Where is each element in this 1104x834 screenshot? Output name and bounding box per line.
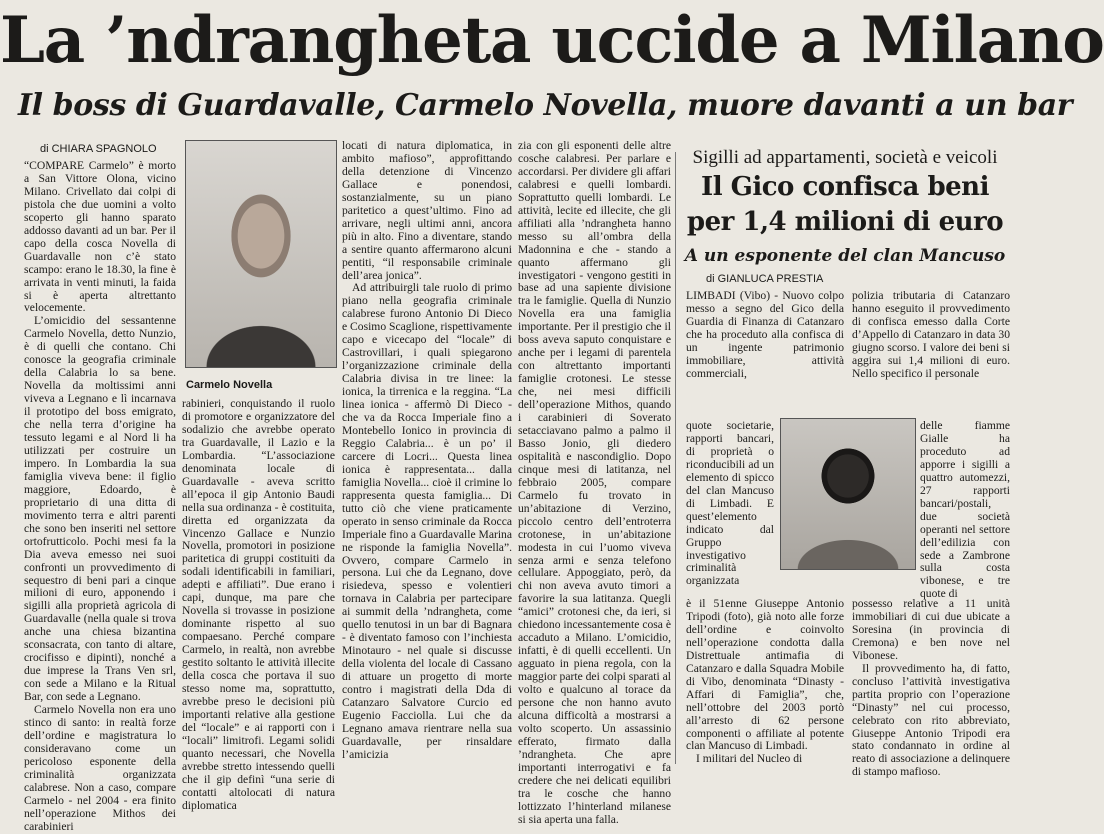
- side-kicker: Sigilli ad appartamenti, società e veicoli: [692, 147, 998, 168]
- side-column-1-narrow: [686, 420, 774, 598]
- side-headline: [677, 170, 1013, 240]
- paragraph: Il provvedimento ha, di fatto, concluso l’attività investigativa partita proprio con l’operazione “Dinasty” nel cui processo, celebrato con rito abbreviato, Giuseppe Antonio Tripodi era stato condannato in ordine al reato di associazione a delinquere di stampo mafioso.: [852, 661, 1010, 779]
- main-column-1: [24, 159, 176, 833]
- paragraph: quote societarie, rapporti bancari, di proprietà o riconducibili ad un elemento di spicco del clan Mancuso di Limbadi. E quest’elemento indicato dal Gruppo investigativo criminalità organizzata: [686, 419, 774, 588]
- paragraph: LIMBADI (Vibo) - Nuovo colpo messo a segno del Gico della Guardia di Finanza di Catanzaro che ha proceduto alla confisca di un ingente patrimonio immobiliare, attività commerciali,: [686, 289, 844, 380]
- paragraph: è il 51enne Giuseppe Antonio Tripodi (foto), già noto alle forze dell’ordine e coinvolto nell’operazione condotta dalla Distrettuale antimafia di Catanzaro e dalla Squadra Mobile di Vibo, denominata “Dinasty - Affari di Famiglia”, che, nell’ottobre del 2003 portò all’arresto di 62 persone componenti o affiliate al potente clan Mancuso di Limbadi.: [686, 597, 844, 753]
- side-headline-line-1: Il Gico confisca beni: [701, 172, 989, 202]
- column-divider: [675, 152, 676, 764]
- photo-caption: Carmelo Novella: [186, 379, 273, 391]
- main-deck: Il boss di Guardavalle, Carmelo Novella, muore davanti a un bar: [18, 88, 1073, 123]
- paragraph: possesso relative a 11 unità immobiliari di cui due ubicate a Soresina (in provincia di Cremona) e ben nove nel Vibonese.: [852, 597, 1010, 662]
- paragraph: polizia tributaria di Catanzaro hanno eseguito il provvedimento di confisca emesso dalla Corte d’Appello di Catanzaro in data 30 giugno scorso. I valore dei beni si aggira sui 1,4 milioni di euro. Nello specifico il personale: [852, 289, 1010, 380]
- paragraph: Ad attribuirgli tale ruolo di primo piano nella geografia criminale calabrese furono Antonio Di Dieco e Cosimo Scaglione, rispettivamente capo e vicecapo del “locale” di Castrovillari, i quali spiegarono l’organizzazione criminale della Calabria divisa in tre linee: la ionica, la tirrenica e la reggina. “La linea ionica - affermò Di Dieco - che va da Rocca Imperiale fino a Montebello Ionico in provincia di Reggio Calabria... è un po’ il carcere di Locri... Questa linea ionica è rappresentata... dalla famiglia Novella... cioè il crimine lo rappresenta questa famiglia... Di tutto ciò che viene praticamente operato in senso criminale da Rocca Imperiale fino a Guardavalle Marina ne risponde la famiglia Novella”. Ovvero, compare Carmelo in persona. Lui che da Legnano, dove risiedeva, spesso e volentieri tornava in Calabria per partecipare ai summit della ’ndrangheta, come quello tenutosi in un bar di Bagnara - è diventato famoso con l’inchiesta Minotauro - nel quale si discusse della violenta del locale di Cassano di attuare un progetto di morte contro i magistrati della Dda di Catanzaro Salvatore Curcio ed Eugenio Facciolla. Lui che da Legnano amava rientrare nella sua Guardavalle, per rinsaldare l’amicizia: [342, 281, 513, 761]
- main-column-3: [342, 140, 512, 766]
- paragraph: rabinieri, conquistando il ruolo di promotore e organizzatore del sodalizio che avrebbe operato tra Guardavalle, il Lazio e la Lombardia. “L’associazione denominata locale di Guardavalle - aveva scritto all’epoca il gip Antonio Baudi nella sua ordinanza - è costituita, diretta ed organizzata da Vincenzo Gallace e Nunzio Novella, promotori in posizione paritetica di gruppi costituiti da sodali identificabili in familiari, adepti e affiliati”. Due erano i capi, dunque, ma pare che Novella si trovasse in posizione dominante rispetto al suo compaesano. Perché compare Carmelo, in realtà, non avrebbe gestito soltanto le attività illecite della cosca che portava il suo stesso nome ma, soprattutto, avrebbe preso le decisioni più importanti relative alla gestione del “locale” e ai rapporti con i “locali” limitrofi. Legami solidi quanto necessari, che Novella avrebbe stretto intessendo quelli che il gip definì “una serie di contatti altolocati di natura diplomatica: [182, 397, 335, 812]
- main-column-4: [518, 139, 671, 826]
- paragraph: L’omicidio del sessantenne Carmelo Novella, detto Nunzio, è di quelli che contano. Chi conosce la geografia criminale della Calabria lo sa bene. Novella da moltissimi anni viveva a Legnano e lì incarnava il prototipo del boss emigrato, che nella terra d’origine ha tessuto legami e al Nord li ha utilizzati per costruire un impero. In Lombardia la sua famiglia viveva bene: il figlio maggiore, Edoardo, è proprietario di una ditta di movimento terra e altri parenti che sono ben inseriti nel settore ortofrutticolo. Pochi mesi fa la Dia aveva emesso nei suoi confronti un provvedimento di sequestro di beni pari a cinque milioni di euro, apponendo i sigilli alla proprietà agricola di Guardavalle (nella quale si trova anche una chiesa bizantina sconsacrata, con tanto di altare, crocifisso e dipinti), nonché a due imprese la Trans Ven srl, con sede a Milano e la Ritual Bar, con sede a Legnano.: [24, 314, 176, 704]
- side-column-1-top: [686, 290, 844, 420]
- paragraph: locati di natura diplomatica, in ambito mafioso”, approfittando della detenzione di Vincenzo Gallace e ponendosi, sostanzialmente, su un piano paritetico a quest’ultimo. Fino ad arrivare, negli ultimi anni, ancora più in alto. Fino a diventare, stando a sentire quanto affermarono alcuni pentiti, “il responsabile criminale dell’area jonica”.: [342, 139, 512, 282]
- side-column-1-bottom: [686, 598, 844, 766]
- side-column-2-top: [852, 290, 1010, 420]
- paragraph: “COMPARE Carmelo” è morto a San Vittore Olona, vicino Milano. Crivellato dai colpi di pistola che due uomini a volto scoperto gli hanno sparato addosso davanti ad un bar. Per il capo della cosca Novella di Guardavalle non c’è stato scampo: erano le 18.30, la fine è arrivata in venti minuti, la faida si è aperta altrettanto velocemente.: [24, 159, 176, 315]
- paragraph: delle fiamme Gialle ha proceduto ad apporre i sigilli a quattro automezzi, 27 rapporti bancari/postali, due società operanti nel settore dell’edilizia con sede a Zambrone sulla costa vibonese, e tre quote di: [920, 419, 1010, 601]
- giuseppe-tripodi-photo: [780, 418, 916, 570]
- side-column-2-narrow: [920, 419, 1010, 601]
- side-column-2-bottom: [852, 597, 1010, 779]
- paragraph: zia con gli esponenti delle altre cosche calabresi. Per parlare e accordarsi. Per dividere gli affari calabresi e quelli lombardi. Soprattutto quelli lombardi. Le attività, lecite ed illecite, che gli affiliati alla ’ndrangheta hanno messo su all’ombra della Madonnina e che - stando a quanto affermano gli investigatori - vengono gestiti in base ad una sapiente divisione tra le famiglie. Quella di Nunzio Novella era una famiglia importante. Per il prestigio che il boss aveva saputo conquistare e anche per i legami di parentela con altrettanto importanti famiglie crotonesi. Le stesse che, nei mesi difficili dell’operazione Mithos, quando i carabinieri di Soverato setacciavano palmo a palmo il Basso Jonio, gli diedero ospitalità e nascondiglio. Dopo cinque mesi di latitanza, nel febbraio 2005, compare Carmelo fu trovato in un’abitazione di Verzino, piccolo centro dell’entroterra crotonese, in un’abitazione modesta in cui l’uomo viveva senza armi e senza telefono cellulare. Appoggiato, però, da chi non aveva avuto timori a favorire la sua latitanza. Quegli “amici” crotonesi che, da ieri, si chiedono incessantemente cosa è accaduto a Milano. L’omicidio, infatti, è di quelli eccellenti. Un agguato in piena regola, con la maggior parte dei colpi sparati al volto e qualcuno al torace da persone che non hanno avuto alcuna difficoltà a mostrarsi a volto scoperto. Un assassinio efferato, firmato dalla ’ndrangheta. Che apre importanti interrogativi e fa credere che nei delicati equilibri tra le cosche che hanno lottizzato l’hinterland milanese si sia aperta una falla.: [518, 139, 671, 826]
- carmelo-novella-photo: [185, 140, 337, 368]
- side-byline: di GIANLUCA PRESTIA: [706, 273, 824, 285]
- side-headline-line-2: per 1,4 milioni di euro: [686, 207, 1004, 237]
- main-byline: di CHIARA SPAGNOLO: [40, 143, 157, 155]
- main-column-2: [182, 397, 335, 812]
- paragraph: I militari del Nucleo di: [696, 752, 803, 766]
- paragraph: Carmelo Novella non era uno stinco di santo: in realtà forze dell’ordine e magistratura lo consideravano come un pericoloso esponente della criminalità organizzata calabrese. Non a caso, compare Carmelo - nel 2004 - era finito nell’operazione Mithos dei carabinieri: [24, 703, 176, 833]
- side-deck: A un esponente del clan Mancuso: [684, 246, 1006, 266]
- main-headline: La ’ndrangheta uccide a Milano: [0, 3, 1104, 78]
